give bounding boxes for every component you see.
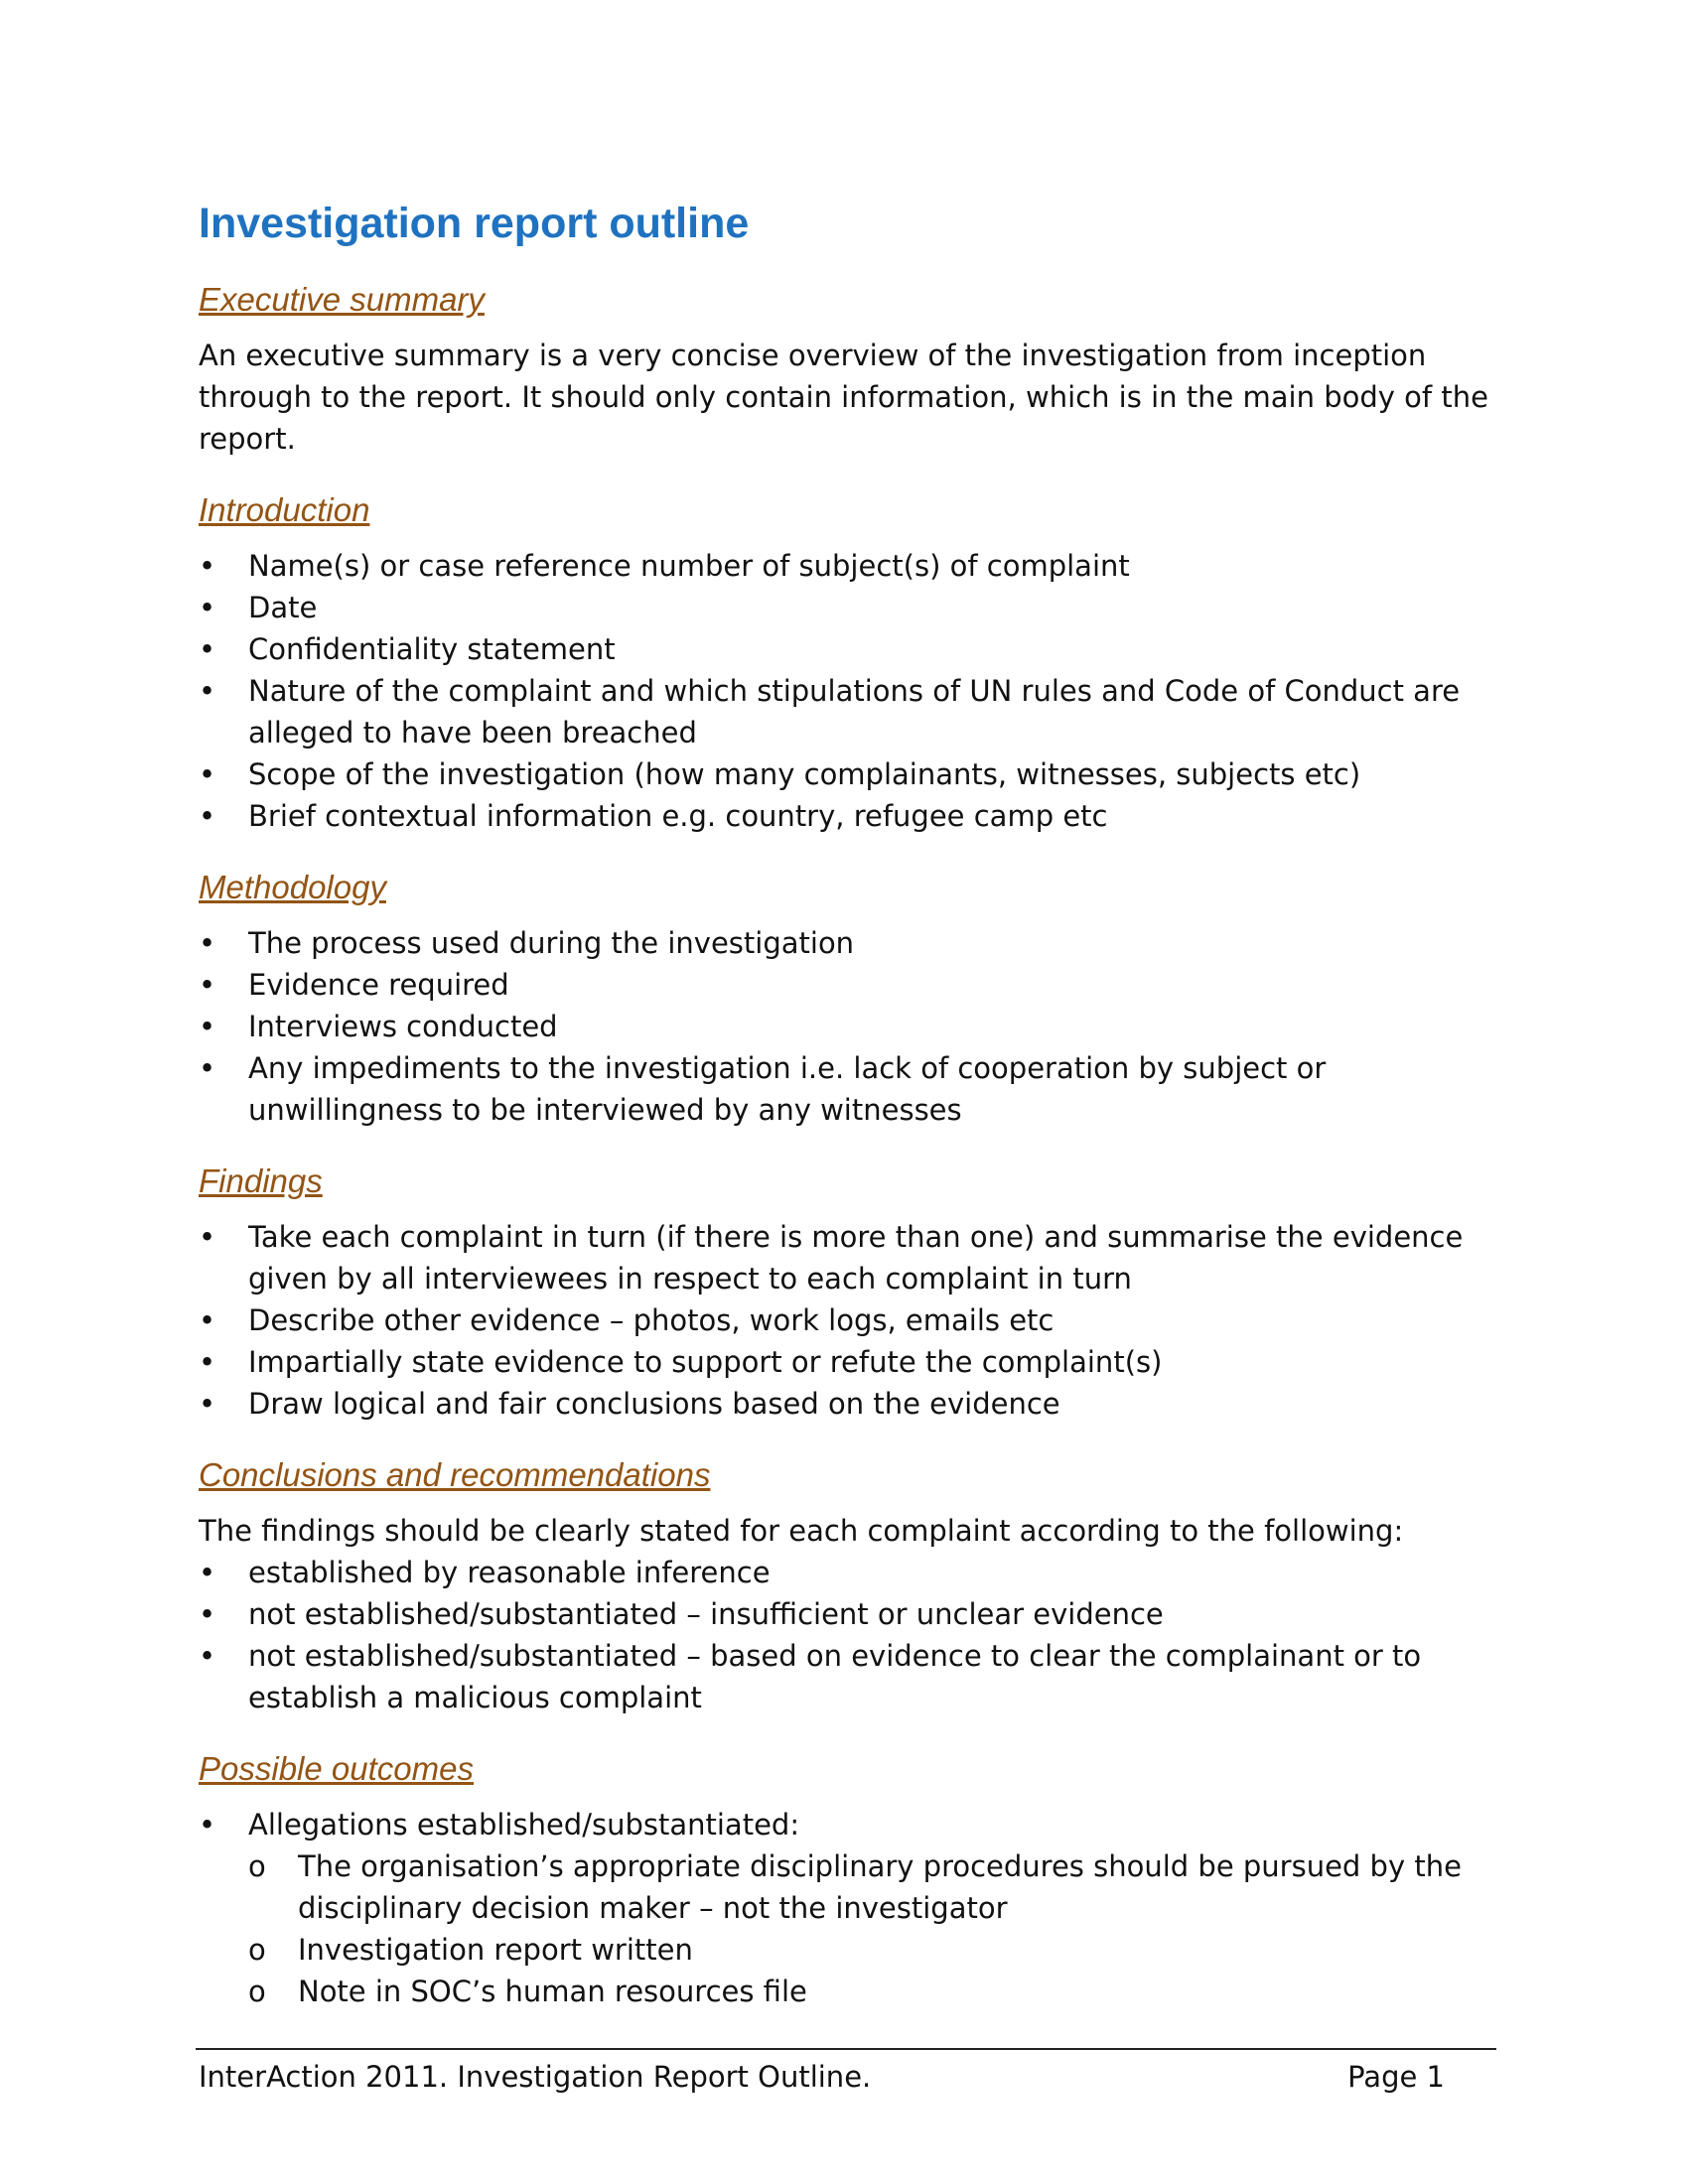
page-title: Investigation report outline: [199, 200, 750, 247]
sub-list-item: o Investigation report written: [248, 1929, 1494, 1971]
bullet-icon: •: [199, 632, 216, 667]
bullet-icon: •: [199, 757, 216, 792]
outcomes-list: [199, 1804, 1494, 2012]
bullet-icon: •: [199, 674, 216, 709]
methodology-list: [199, 922, 1494, 1131]
bullet-icon: •: [199, 1220, 216, 1255]
list-item: • Confidentiality statement: [199, 628, 1494, 670]
circle-bullet-icon: o: [248, 1932, 266, 1967]
sub-list-item: o Note in SOC’s human resources file: [248, 1971, 1494, 2012]
circle-bullet-icon: o: [248, 1974, 266, 2008]
bullet-icon: •: [199, 968, 216, 1003]
introduction-list: [199, 545, 1494, 837]
heading-findings: Findings: [199, 1162, 323, 1200]
outcomes-sublist: [248, 1845, 1494, 2012]
section-methodology: [199, 869, 1494, 1131]
bullet-icon: •: [199, 1596, 216, 1631]
list-item: • not established/substantiated – based on evidence to clear the complainant or to establish a malicious complaint: [199, 1635, 1494, 1718]
list-item: • Allegations established/substantiated: o The organisation’s appropriate disciplinary procedures should be pursued by the disciplinary decision maker – not the investigator o Investigation report written o Note in SOC’s human resources file: [199, 1804, 1494, 2012]
page-number: Page 1: [1347, 2060, 1445, 2094]
bullet-icon: •: [199, 591, 216, 625]
conclusions-list: [199, 1552, 1494, 1718]
section-findings: [199, 1162, 1494, 1425]
circle-bullet-icon: o: [248, 1848, 266, 1883]
document-page: [199, 189, 1494, 2044]
bullet-icon: •: [199, 1638, 216, 1673]
heading-introduction: Introduction: [199, 491, 370, 529]
heading-conclusions: Conclusions and recommendations: [199, 1456, 711, 1494]
list-item: • Name(s) or case reference number of subject(s) of complaint: [199, 545, 1494, 587]
sub-list-item: o The organisation’s appropriate disciplinary procedures should be pursued by the disciplinary decision maker – not the investigator: [248, 1845, 1494, 1929]
bullet-icon: •: [199, 1807, 216, 1842]
bullet-icon: •: [199, 1345, 216, 1380]
bullet-icon: •: [199, 549, 216, 584]
list-item: • Nature of the complaint and which stipulations of UN rules and Code of Conduct are alleged to have been breached: [199, 670, 1494, 753]
section-executive-summary: [199, 281, 1494, 460]
executive-summary-text: An executive summary is a very concise overview of the investigation from inception through to the report. It should only contain information, which is in the main body of the report.: [199, 339, 1488, 457]
heading-possible-outcomes: Possible outcomes: [199, 1749, 474, 1787]
section-introduction: [199, 491, 1494, 837]
list-item: • The process used during the investigation: [199, 922, 1494, 964]
list-item: • Evidence required: [199, 964, 1494, 1006]
list-item: • Describe other evidence – photos, work logs, emails etc: [199, 1299, 1494, 1341]
list-item: • Take each complaint in turn (if there is more than one) and summarise the evidence given by all interviewees in respect to each complaint in turn: [199, 1216, 1494, 1299]
bullet-icon: •: [199, 799, 216, 834]
footer-citation: InterAction 2011. Investigation Report Outline.: [199, 2060, 872, 2094]
bullet-icon: •: [199, 1010, 216, 1044]
heading-methodology: Methodology: [199, 869, 386, 906]
section-possible-outcomes: [199, 1750, 1494, 2012]
list-item: • not established/substantiated – insufficient or unclear evidence: [199, 1593, 1494, 1635]
list-item: • Brief contextual information e.g. country, refugee camp etc: [199, 795, 1494, 837]
findings-list: [199, 1216, 1494, 1425]
list-item: • Any impediments to the investigation i.e. lack of cooperation by subject or unwillingness to be interviewed by any witnesses: [199, 1047, 1494, 1131]
list-item: • Draw logical and fair conclusions based on the evidence: [199, 1383, 1494, 1425]
bullet-icon: •: [199, 1303, 216, 1338]
list-item: • Interviews conducted: [199, 1006, 1494, 1047]
bullet-icon: •: [199, 1555, 216, 1589]
heading-executive-summary: Executive summary: [199, 281, 485, 319]
list-item: • Scope of the investigation (how many complainants, witnesses, subjects etc): [199, 753, 1494, 795]
list-item: • established by reasonable inference: [199, 1552, 1494, 1593]
conclusions-text: The findings should be clearly stated for each complaint according to the following:: [199, 1513, 1404, 1548]
page-footer: [196, 2048, 1496, 2094]
bullet-icon: •: [199, 1051, 216, 1086]
bullet-icon: •: [199, 1387, 216, 1422]
bullet-icon: •: [199, 926, 216, 961]
list-item: • Impartially state evidence to support or refute the complaint(s): [199, 1341, 1494, 1383]
list-item: • Date: [199, 587, 1494, 628]
section-conclusions: [199, 1456, 1494, 1718]
